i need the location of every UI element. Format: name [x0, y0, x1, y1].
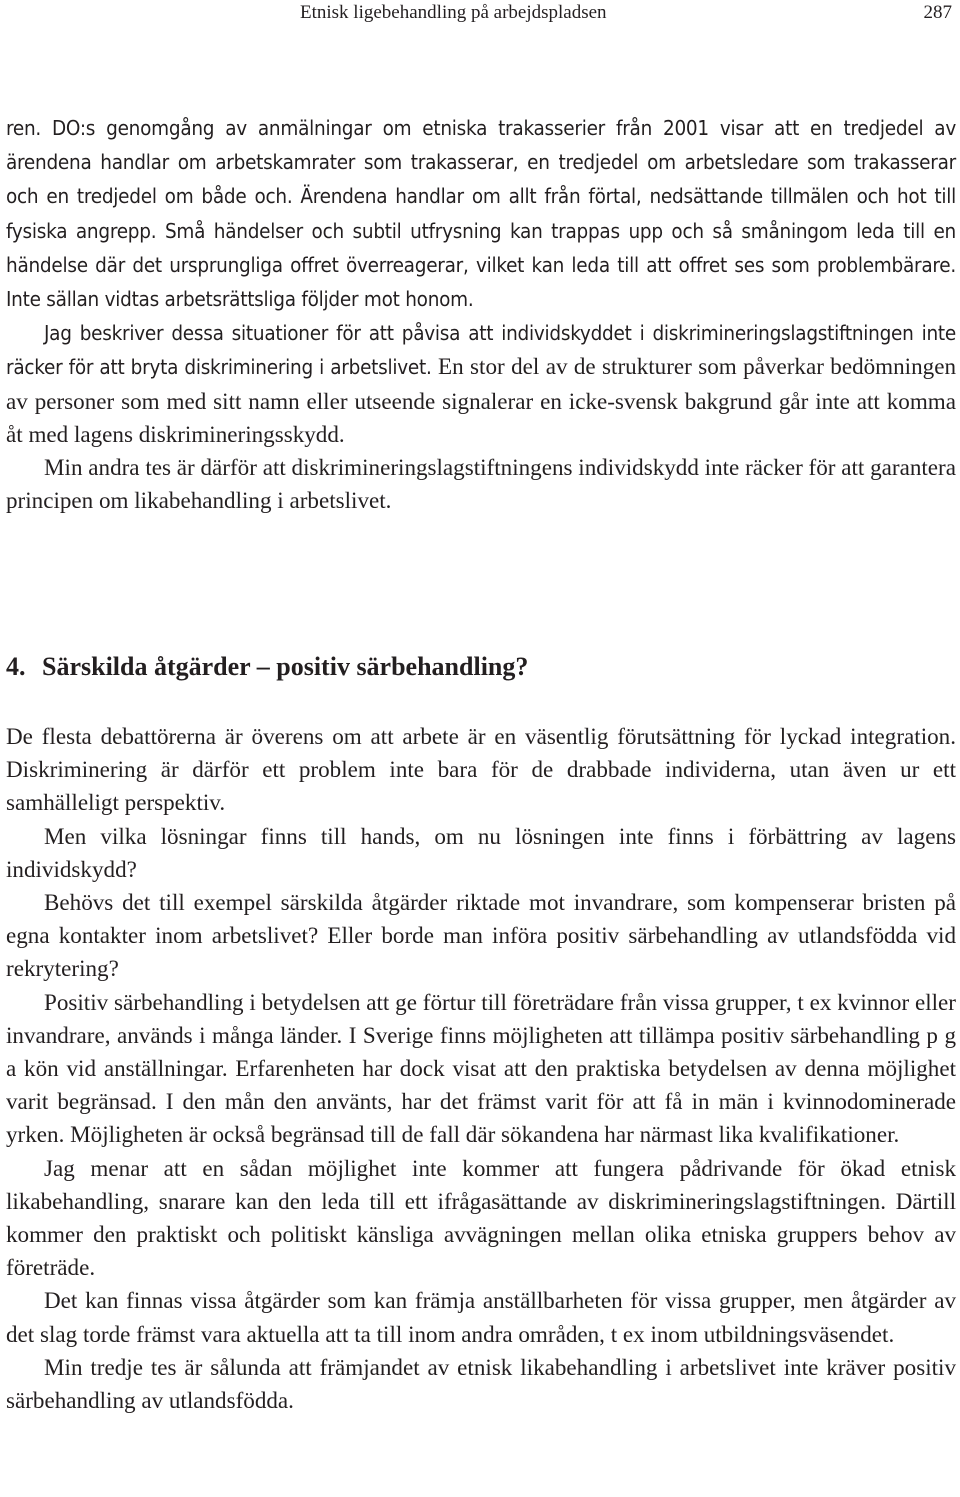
section-heading [6, 650, 528, 684]
paragraph: Men vilka lösningar finns till hands, om nu lösningen inte finns i förbättring av lagens individskydd? [6, 822, 956, 882]
page-number: 287 [923, 2, 952, 23]
paragraph [6, 316, 956, 451]
paragraph: Jag menar att en sådan möjlighet inte kommer att fungera pådrivande för ökad etnisk likabehandling, snarare kan den leda till ett ifrågasättande av diskrimineringslagstiftningen. Därtill kommer den praktiskt och politiskt känsliga avvägningen mellan olika etniska gruppers behov av företräde. [6, 1154, 956, 1281]
top-text-block [6, 111, 956, 517]
serif-text-run: Min andra tes är därför att diskrimineringslagstiftningens individskydd inte räcker för att garantera principen om likabehandling i arbetslivet. [6, 454, 956, 514]
bottom-text-block [6, 720, 956, 1417]
serif-text-run: En stor del av de strukturer som påverkar bedömningen av personer som med sitt namn eller utseende signalerar en icke-svensk bakgrund går inte att komma åt med lagens diskrimineringsskydd. [6, 353, 956, 447]
paragraph: Positiv särbehandling i betydelsen att ge förtur till företrädare från vissa grupper, t ex kvinnor eller invandrare, används i många länder. I Sverige finns möjligheten att tillämpa positiv särbehandling p g a kön vid anställningar. Erfarenheten har dock visat att den praktiska betydelsen av denna möjlighet varit begränsad. I den mån den använts, har det främst varit för att få in män i kvinnodominerade yrken. Möjligheten är också begränsad till de fall där sökandena har närmast lika kvalifikationer. [6, 988, 956, 1148]
section-number: 4. [6, 652, 26, 681]
paragraph: Det kan finnas vissa åtgärder som kan främja anställbarheten för vissa grupper, men åtgärder av det slag torde främst vara aktuella att ta till inom andra områden, t ex inom utbildningsväsendet. [6, 1287, 956, 1347]
running-title: Etnisk ligebehandling på arbejdspladsen [300, 2, 607, 23]
section-title: Särskilda åtgärder – positiv särbehandling? [42, 652, 529, 681]
paragraph: Min tredje tes är sålunda att främjandet av etnisk likabehandling i arbetslivet inte kräver positiv särbehandling av utlandsfödda. [6, 1353, 956, 1414]
sans-text-run: Jag beskriver dessa situationer för att påvisa att individskyddet i diskrimineringslagstiftningen inte räcker för att bryta diskriminering i arbetslivet. [6, 321, 956, 380]
running-header [0, 0, 960, 30]
paragraph [6, 111, 956, 316]
paragraph: Behövs det till exempel särskilda åtgärder riktade mot invandrare, som kompenserar bristen på egna kontakter inom arbetslivet? Eller borde man införa positiv särbehandling av utlandsfödda vid rekrytering? [6, 889, 956, 982]
paragraph [6, 451, 956, 517]
paragraph: De flesta debattörerna är överens om att arbete är en väsentlig förutsättning för lyckad integration. Diskriminering är därför ett problem inte bara för de drabbade individerna, utan även ur ett samhälleligt perspektiv. [6, 723, 956, 816]
sans-text-run: ren. DO:s genomgång av anmälningar om etniska trakasserier från 2001 visar att en tredjedel av ärendena handlar om arbetskamrater som trakasserar, en tredjedel om arbetsledare som trakasserar och en tredjedel om både och. Ärendena handlar om allt från förtal, nedsättande tillmälen och hot till fysiska angrepp. Små händelser och subtil utfrysning kan trappas upp och så småningom leda till en händelse där det ursprungliga offret överreagerar, vilket kan leda till att offret ses som problembärare. Inte sällan vidtas arbetsrättsliga följder mot honom. [6, 116, 956, 312]
